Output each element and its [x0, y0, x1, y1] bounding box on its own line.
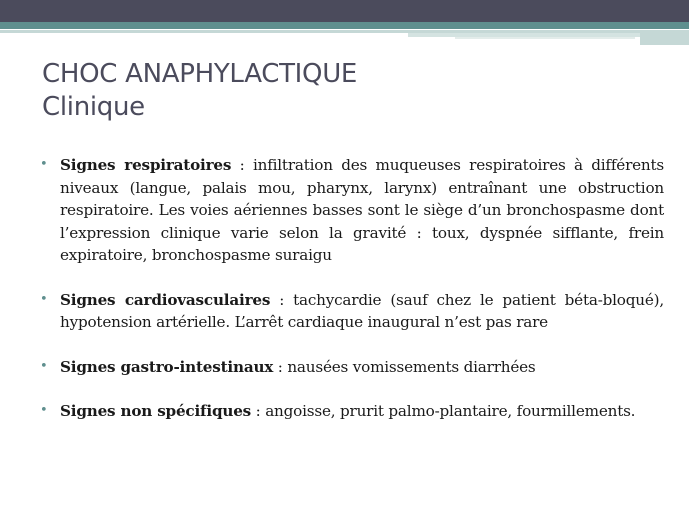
bullet-nonspecific — [40, 400, 664, 423]
bullet-text: : infiltration des muqueuses respiratoires à différents niveaux (langue, palais mou, pharynx, larynx) entraînant une obstruction respiratoire. Les voies aériennes basses sont le siège d’un bronchospasme dont l’expression clinique varie selon la gravité : toux, dyspnée sifflante, frein expiratoire, bronchospasme suraigu — [60, 156, 664, 264]
header-accent-band — [0, 22, 689, 29]
bullet-term: Signes gastro-intestinaux — [60, 357, 274, 376]
bullet-term: Signes cardiovasculaires — [60, 290, 271, 309]
bullet-text: : nausées vomissements diarrhées — [273, 357, 536, 376]
bullet-dot-icon: • — [40, 291, 48, 307]
slide-title-main: CHOC ANAPHYLACTIQUE — [42, 59, 358, 89]
header-stripe — [455, 37, 635, 39]
bullet-text: : tachycardie (sauf chez le patient béta-bloqué), hypotension artérielle. L’arrêt cardiaque inaugural n’est pas rare — [60, 290, 664, 331]
bullet-dot-icon: • — [40, 358, 48, 374]
header-stripe — [640, 33, 689, 45]
bullet-dot-icon: • — [40, 403, 48, 418]
bullet-respiratory — [40, 154, 664, 267]
bullet-text: : angoisse, prurit palmo-plantaire, fourmillements. — [251, 402, 636, 420]
bullet-gastro — [40, 356, 664, 379]
bullet-list — [40, 154, 664, 423]
bullet-cardiovascular — [40, 289, 664, 334]
bullet-term: Signes respiratoires — [60, 156, 232, 174]
slide-title-sub: Clinique — [42, 92, 145, 122]
header-bar — [0, 0, 689, 22]
slide-title — [42, 58, 662, 124]
bullet-term: Signes non spécifiques — [60, 402, 252, 420]
bullet-dot-icon: • — [40, 157, 48, 172]
